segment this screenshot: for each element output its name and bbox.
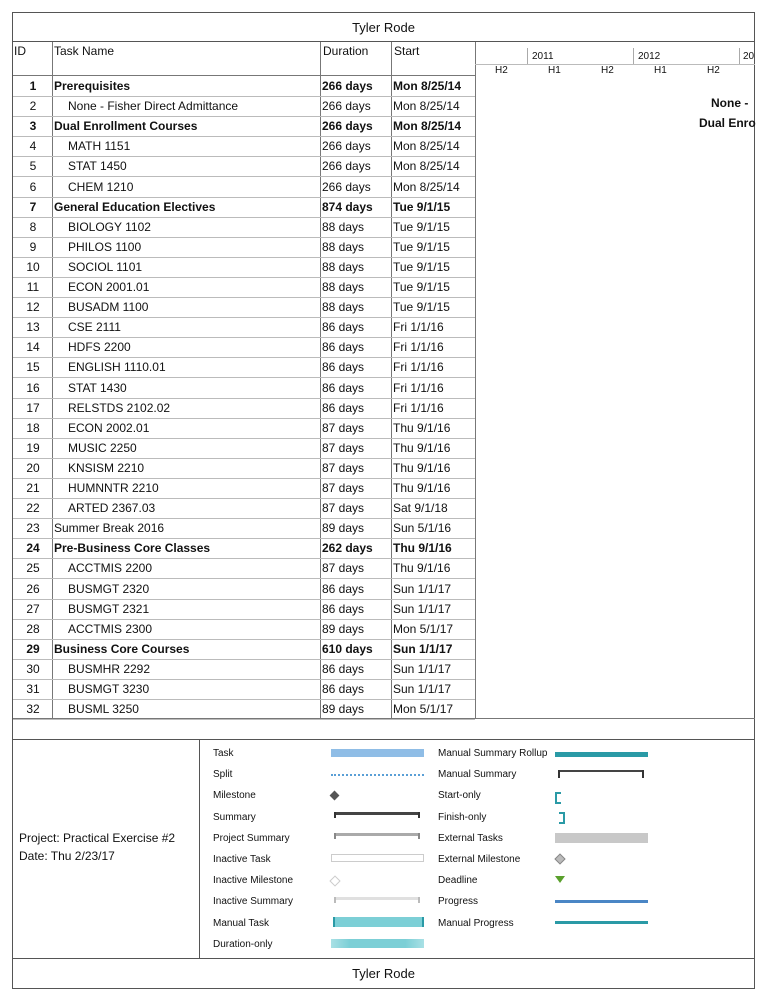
table-row[interactable] xyxy=(13,438,475,458)
row-task-name: BUSML 3250 xyxy=(68,702,139,717)
grid-line xyxy=(527,48,528,64)
row-start: Mon 8/25/14 xyxy=(393,99,460,114)
row-id: 15 xyxy=(26,360,40,375)
row-start: Sun 1/1/17 xyxy=(393,682,452,696)
row-start: Tue 9/1/15 xyxy=(393,259,450,274)
table-row[interactable] xyxy=(13,538,475,558)
progress-symbol xyxy=(555,900,648,903)
legend-label: External Tasks xyxy=(438,832,503,844)
table-row[interactable] xyxy=(13,679,475,699)
table-row[interactable] xyxy=(13,277,475,297)
project-name: Project: Practical Exercise #2 xyxy=(19,831,176,845)
legend-label: Milestone xyxy=(213,790,256,802)
timeline-year: 2012 xyxy=(638,51,661,62)
project-summary-symbol xyxy=(334,833,420,839)
timeline-half: H1 xyxy=(548,65,561,76)
row-duration: 86 days xyxy=(322,661,365,676)
row-duration: 266 days xyxy=(322,179,371,194)
row-duration: 266 days xyxy=(322,79,373,93)
row-task-name: Pre-Business Core Classes xyxy=(54,541,211,556)
row-duration: 87 days xyxy=(322,501,365,516)
col-id: ID xyxy=(14,44,26,58)
row-id: 4 xyxy=(29,139,37,154)
table-row[interactable] xyxy=(13,76,475,96)
row-id: 14 xyxy=(26,340,40,355)
table-row[interactable] xyxy=(13,136,475,156)
row-id: 8 xyxy=(29,219,37,234)
row-id: 25 xyxy=(26,561,40,576)
row-task-name: ENGLISH 1110.01 xyxy=(68,360,166,375)
table-row[interactable] xyxy=(13,699,475,719)
row-task-name: ACCTMIS 2300 xyxy=(68,621,153,636)
row-id: 23 xyxy=(26,521,40,536)
row-task-name: SOCIOL 1101 xyxy=(68,259,143,274)
col-start: Start xyxy=(394,44,420,58)
row-task-name: Prerequisites xyxy=(54,79,131,93)
row-duration: 88 days xyxy=(322,259,365,274)
row-duration: 262 days xyxy=(322,541,373,556)
row-id: 26 xyxy=(26,581,40,596)
row-id: 29 xyxy=(26,641,40,656)
external-tasks-symbol xyxy=(555,833,648,843)
table-row[interactable] xyxy=(13,257,475,277)
row-duration: 87 days xyxy=(322,481,365,495)
legend-label: Project Summary xyxy=(213,832,290,844)
manual-summary-symbol xyxy=(558,770,644,778)
row-id: 27 xyxy=(26,601,40,616)
table-row[interactable] xyxy=(13,96,475,116)
row-id: 16 xyxy=(26,380,40,395)
row-duration: 86 days xyxy=(322,581,365,596)
col-duration: Duration xyxy=(323,44,369,58)
row-id: 22 xyxy=(26,501,40,516)
row-task-name: STAT 1430 xyxy=(68,380,127,395)
row-id: 12 xyxy=(26,300,40,315)
row-duration: 266 days xyxy=(322,159,371,174)
grid-line xyxy=(475,42,476,719)
duration-only-symbol xyxy=(331,939,424,948)
finish-only-symbol xyxy=(559,812,565,824)
table-row[interactable] xyxy=(13,579,475,599)
row-task-name: HDFS 2200 xyxy=(68,340,131,355)
table-row[interactable] xyxy=(13,378,475,398)
grid-line xyxy=(475,64,755,65)
row-task-name: MATH 1151 xyxy=(68,139,131,154)
row-id: 6 xyxy=(29,179,37,194)
row-duration: 874 days xyxy=(322,199,373,214)
table-row[interactable] xyxy=(13,317,475,337)
page-footer-title: Tyler Rode xyxy=(352,966,415,981)
row-duration: 86 days xyxy=(322,380,365,395)
legend-label: Start-only xyxy=(438,790,481,802)
row-duration: 87 days xyxy=(322,440,365,455)
row-id: 3 xyxy=(29,119,37,134)
table-row[interactable] xyxy=(13,237,475,257)
row-id: 17 xyxy=(26,400,40,415)
legend-label: Manual Task xyxy=(213,917,269,929)
row-start: Mon 8/25/14 xyxy=(393,79,462,93)
legend-label: Inactive Milestone xyxy=(213,875,294,887)
table-row[interactable] xyxy=(13,398,475,418)
grid-line xyxy=(633,48,634,64)
row-duration: 86 days xyxy=(322,400,365,415)
table-row[interactable] xyxy=(13,337,475,357)
row-start: Thu 9/1/16 xyxy=(393,460,451,475)
inactive-summary-symbol xyxy=(334,897,420,903)
row-task-name: BUSMGT 3230 xyxy=(68,682,150,696)
legend-label: Deadline xyxy=(438,875,478,887)
col-task-name: Task Name xyxy=(54,44,115,58)
legend-label: Task xyxy=(213,748,234,759)
row-start: Sat 9/1/18 xyxy=(393,501,448,516)
timeline-year: 20 xyxy=(743,51,755,62)
chart-label: None - xyxy=(711,96,749,110)
table-row[interactable] xyxy=(13,297,475,317)
row-id: 9 xyxy=(29,239,37,254)
row-start: Thu 9/1/16 xyxy=(393,561,451,576)
row-duration: 86 days xyxy=(322,360,365,375)
row-task-name: PHILOS 1100 xyxy=(68,239,142,254)
row-task-name: BUSMGT 2321 xyxy=(68,601,150,616)
table-row[interactable] xyxy=(13,418,475,438)
row-id: 5 xyxy=(29,159,37,174)
row-duration: 88 days xyxy=(322,300,365,315)
timeline-half: H1 xyxy=(654,65,667,76)
timeline-half: H2 xyxy=(495,65,508,76)
legend-label: Summary xyxy=(213,811,256,823)
row-id: 24 xyxy=(26,541,40,556)
row-task-name: ACCTMIS 2200 xyxy=(68,561,153,576)
legend-label: Split xyxy=(213,769,233,781)
table-row[interactable] xyxy=(13,217,475,237)
table-row[interactable] xyxy=(13,518,475,538)
split-symbol xyxy=(331,774,424,776)
row-task-name: CSE 2111 xyxy=(68,320,121,335)
row-id: 20 xyxy=(26,460,40,475)
row-duration: 87 days xyxy=(322,460,365,475)
row-start: Sun 1/1/17 xyxy=(393,661,452,676)
row-task-name: RELSTDS 2102.02 xyxy=(68,400,171,415)
row-task-name: BUSMGT 2320 xyxy=(68,581,150,596)
row-start: Fri 1/1/16 xyxy=(393,320,444,335)
row-task-name: STAT 1450 xyxy=(68,159,127,174)
start-only-symbol xyxy=(555,792,561,804)
table-row[interactable] xyxy=(13,357,475,377)
row-task-name: ECON 2001.01 xyxy=(68,280,150,294)
row-id: 1 xyxy=(29,79,37,93)
row-start: Mon 5/1/17 xyxy=(393,702,454,717)
row-start: Fri 1/1/16 xyxy=(393,400,444,415)
legend-label: Manual Summary xyxy=(438,769,517,781)
manual-progress-symbol xyxy=(555,921,648,924)
legend-label: Finish-only xyxy=(438,811,487,823)
row-start: Tue 9/1/15 xyxy=(393,280,450,294)
row-duration: 88 days xyxy=(322,219,365,234)
row-divider xyxy=(13,719,475,720)
row-duration: 266 days xyxy=(322,99,371,114)
row-duration: 86 days xyxy=(322,340,365,355)
row-id: 28 xyxy=(26,621,40,636)
row-start: Thu 9/1/16 xyxy=(393,481,451,495)
row-id: 13 xyxy=(26,320,40,335)
row-start: Tue 9/1/15 xyxy=(393,300,450,315)
table-row[interactable] xyxy=(13,116,475,136)
row-duration: 87 days xyxy=(322,561,365,576)
row-task-name: MUSIC 2250 xyxy=(68,440,137,455)
row-start: Tue 9/1/15 xyxy=(393,219,450,234)
table-row[interactable] xyxy=(13,619,475,639)
row-start: Mon 8/25/14 xyxy=(393,119,462,134)
legend-label: Manual Progress xyxy=(438,917,514,929)
table-row[interactable] xyxy=(13,498,475,518)
row-id: 10 xyxy=(26,259,40,274)
chart-label: Dual Enro xyxy=(699,116,756,130)
table-row[interactable] xyxy=(13,197,475,217)
row-duration: 88 days xyxy=(322,239,365,254)
row-duration: 89 days xyxy=(322,702,365,717)
legend-divider xyxy=(199,740,200,958)
row-start: Sun 1/1/17 xyxy=(393,601,452,616)
timeline-year: 2011 xyxy=(532,51,554,62)
row-duration: 86 days xyxy=(322,682,365,696)
row-task-name: BUSMHR 2292 xyxy=(68,661,151,676)
row-task-name: HUMNNTR 2210 xyxy=(68,481,159,495)
task-bar-symbol xyxy=(331,749,424,757)
row-start: Sun 1/1/17 xyxy=(393,641,453,656)
row-start: Fri 1/1/16 xyxy=(393,360,444,375)
row-start: Thu 9/1/16 xyxy=(393,440,451,455)
legend-label: Inactive Task xyxy=(213,854,271,865)
row-start: Mon 8/25/14 xyxy=(393,159,460,174)
row-task-name: ECON 2002.01 xyxy=(68,420,150,435)
row-duration: 89 days xyxy=(322,521,365,536)
manual-summary-rollup-symbol xyxy=(555,752,648,757)
row-id: 31 xyxy=(26,682,40,696)
timeline-half: H2 xyxy=(601,65,614,76)
table-row[interactable] xyxy=(13,478,475,498)
row-task-name: KNSISM 2210 xyxy=(68,460,145,475)
row-task-name: None - Fisher Direct Admittance xyxy=(68,99,239,114)
row-duration: 86 days xyxy=(322,320,365,335)
row-id: 18 xyxy=(26,420,40,435)
legend-label: External Milestone xyxy=(438,854,521,865)
row-start: Fri 1/1/16 xyxy=(393,340,444,355)
row-id: 21 xyxy=(26,481,40,495)
grid-line xyxy=(739,48,740,64)
row-start: Fri 1/1/16 xyxy=(393,380,444,395)
legend-label: Duration-only xyxy=(213,938,273,950)
row-start: Mon 8/25/14 xyxy=(393,179,460,194)
inactive-task-symbol xyxy=(331,854,424,862)
row-id: 32 xyxy=(26,702,40,717)
timeline-half: H2 xyxy=(707,65,720,76)
legend-label: Manual Summary Rollup xyxy=(438,748,548,759)
row-task-name: General Education Electives xyxy=(54,199,216,214)
row-duration: 86 days xyxy=(322,601,365,616)
row-duration: 610 days xyxy=(322,641,373,656)
row-id: 30 xyxy=(26,661,40,676)
row-task-name: Business Core Courses xyxy=(54,641,190,656)
row-id: 7 xyxy=(29,199,37,214)
row-id: 19 xyxy=(26,440,40,455)
legend-label: Inactive Summary xyxy=(213,896,294,908)
table-row[interactable] xyxy=(13,599,475,619)
row-task-name: BUSADM 1100 xyxy=(68,300,149,315)
table-row[interactable] xyxy=(13,639,475,659)
row-start: Sun 5/1/16 xyxy=(393,521,452,536)
table-row[interactable] xyxy=(13,659,475,679)
deadline-arrow-icon xyxy=(555,876,565,883)
row-start: Mon 5/1/17 xyxy=(393,621,454,636)
row-task-name: Dual Enrollment Courses xyxy=(54,119,198,134)
summary-symbol xyxy=(334,812,420,818)
table-row[interactable] xyxy=(13,156,475,176)
row-start: Thu 9/1/16 xyxy=(393,541,452,556)
row-duration: 266 days xyxy=(322,119,373,134)
row-start: Sun 1/1/17 xyxy=(393,581,452,596)
row-task-name: CHEM 1210 xyxy=(68,179,134,194)
row-start: Tue 9/1/15 xyxy=(393,239,450,254)
project-date: Date: Thu 2/23/17 xyxy=(19,849,115,863)
row-task-name: ARTED 2367.03 xyxy=(68,501,156,516)
row-start: Tue 9/1/15 xyxy=(393,199,451,214)
row-duration: 88 days xyxy=(322,280,365,294)
manual-task-symbol xyxy=(333,917,424,927)
table-row[interactable] xyxy=(13,458,475,478)
legend-label: Progress xyxy=(438,896,479,908)
row-start: Thu 9/1/16 xyxy=(393,420,451,435)
row-id: 2 xyxy=(29,99,37,114)
row-task-name: Summer Break 2016 xyxy=(54,521,165,536)
row-task-name: BIOLOGY 1102 xyxy=(68,219,151,234)
row-duration: 87 days xyxy=(322,420,365,435)
row-start: Mon 8/25/14 xyxy=(393,139,460,154)
row-duration: 266 days xyxy=(322,139,371,154)
row-id: 11 xyxy=(26,280,40,294)
page-header-title: Tyler Rode xyxy=(352,20,415,35)
row-duration: 89 days xyxy=(322,621,365,636)
table-row[interactable] xyxy=(13,177,475,197)
table-row[interactable] xyxy=(13,558,475,578)
